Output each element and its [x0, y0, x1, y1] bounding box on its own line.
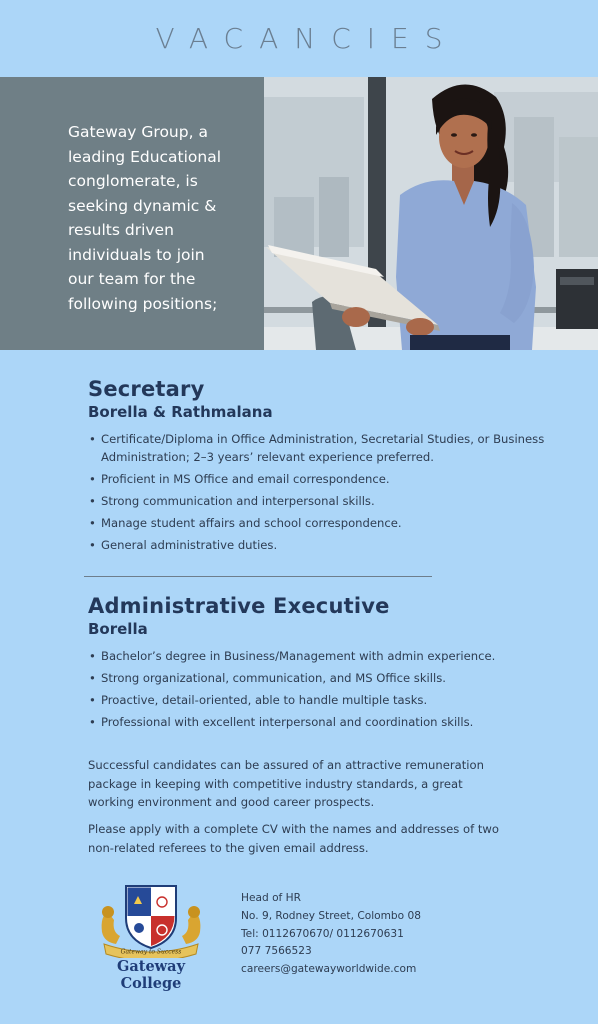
- list-item: • Manage student affairs and school correspondence.: [88, 515, 558, 533]
- contact-mobile: 077 7566523: [241, 945, 312, 958]
- list-item: • Proactive, detail-oriented, able to handle multiple tasks.: [88, 692, 558, 710]
- requirements-list: [88, 648, 558, 732]
- job-title: Administrative Executive: [88, 594, 390, 618]
- intro-line: seeking dynamic &: [68, 196, 217, 215]
- header: [0, 0, 598, 77]
- intro-line: results driven: [68, 221, 174, 239]
- contact-address: No. 9, Rodney Street, Colombo 08: [241, 909, 421, 922]
- page-title: VACANCIES: [155, 22, 459, 55]
- intro-line: our team for the: [68, 270, 196, 288]
- office-woman-illustration: [264, 77, 598, 350]
- intro-line: conglomerate, is: [68, 172, 198, 190]
- contact-block: [241, 890, 571, 979]
- contact-role: Head of HR: [241, 892, 301, 904]
- job-location: Borella & Rathmalana: [88, 403, 273, 421]
- remuneration-text: Successful candidates can be assured of an attractive remuneration package in keeping with competitive industry standards, a great working environment and good career prospects.: [88, 758, 484, 809]
- list-item: • Certificate/Diploma in Office Administration, Secretarial Studies, or Business Administration; 2–3 years’ relevant experience preferred.: [88, 431, 558, 466]
- intro-line: individuals to join: [68, 245, 205, 264]
- list-item: • Professional with excellent interpersonal and coordination skills.: [88, 714, 558, 732]
- contact-email[interactable]: careers@gatewayworldwide.com: [241, 963, 417, 976]
- list-item: • Bachelor’s degree in Business/Management with admin experience.: [88, 648, 558, 666]
- job-secretary: [88, 377, 558, 559]
- job-administrative-executive: [88, 594, 558, 736]
- list-item: • Strong communication and interpersonal skills.: [88, 493, 558, 511]
- intro-panel: [0, 77, 264, 350]
- job-title: Secretary: [88, 377, 205, 401]
- intro-text: [68, 120, 244, 316]
- apply-instructions: Please apply with a complete CV with the names and addresses of two non-related referees to the given email address.: [88, 822, 500, 855]
- list-item: • Strong organizational, communication, and MS Office skills.: [88, 670, 558, 688]
- list-item: • General administrative duties.: [88, 537, 558, 555]
- list-item: • Proficient in MS Office and email correspondence.: [88, 471, 558, 489]
- crest-icon: [86, 882, 216, 958]
- requirements-list: [88, 431, 558, 554]
- college-name: Gateway College: [116, 958, 185, 992]
- section-divider: [84, 576, 432, 577]
- intro-line: following positions;: [68, 294, 218, 313]
- hero-photo: [264, 77, 598, 350]
- contact-tel: Tel: 0112670670/ 0112670631: [241, 927, 404, 940]
- hero-banner: [0, 77, 598, 350]
- intro-line: Gateway Group, a: [68, 123, 208, 141]
- intro-line: leading Educational: [68, 147, 222, 166]
- motto-text: Gateway to Success: [120, 948, 182, 956]
- job-location: Borella: [88, 620, 148, 638]
